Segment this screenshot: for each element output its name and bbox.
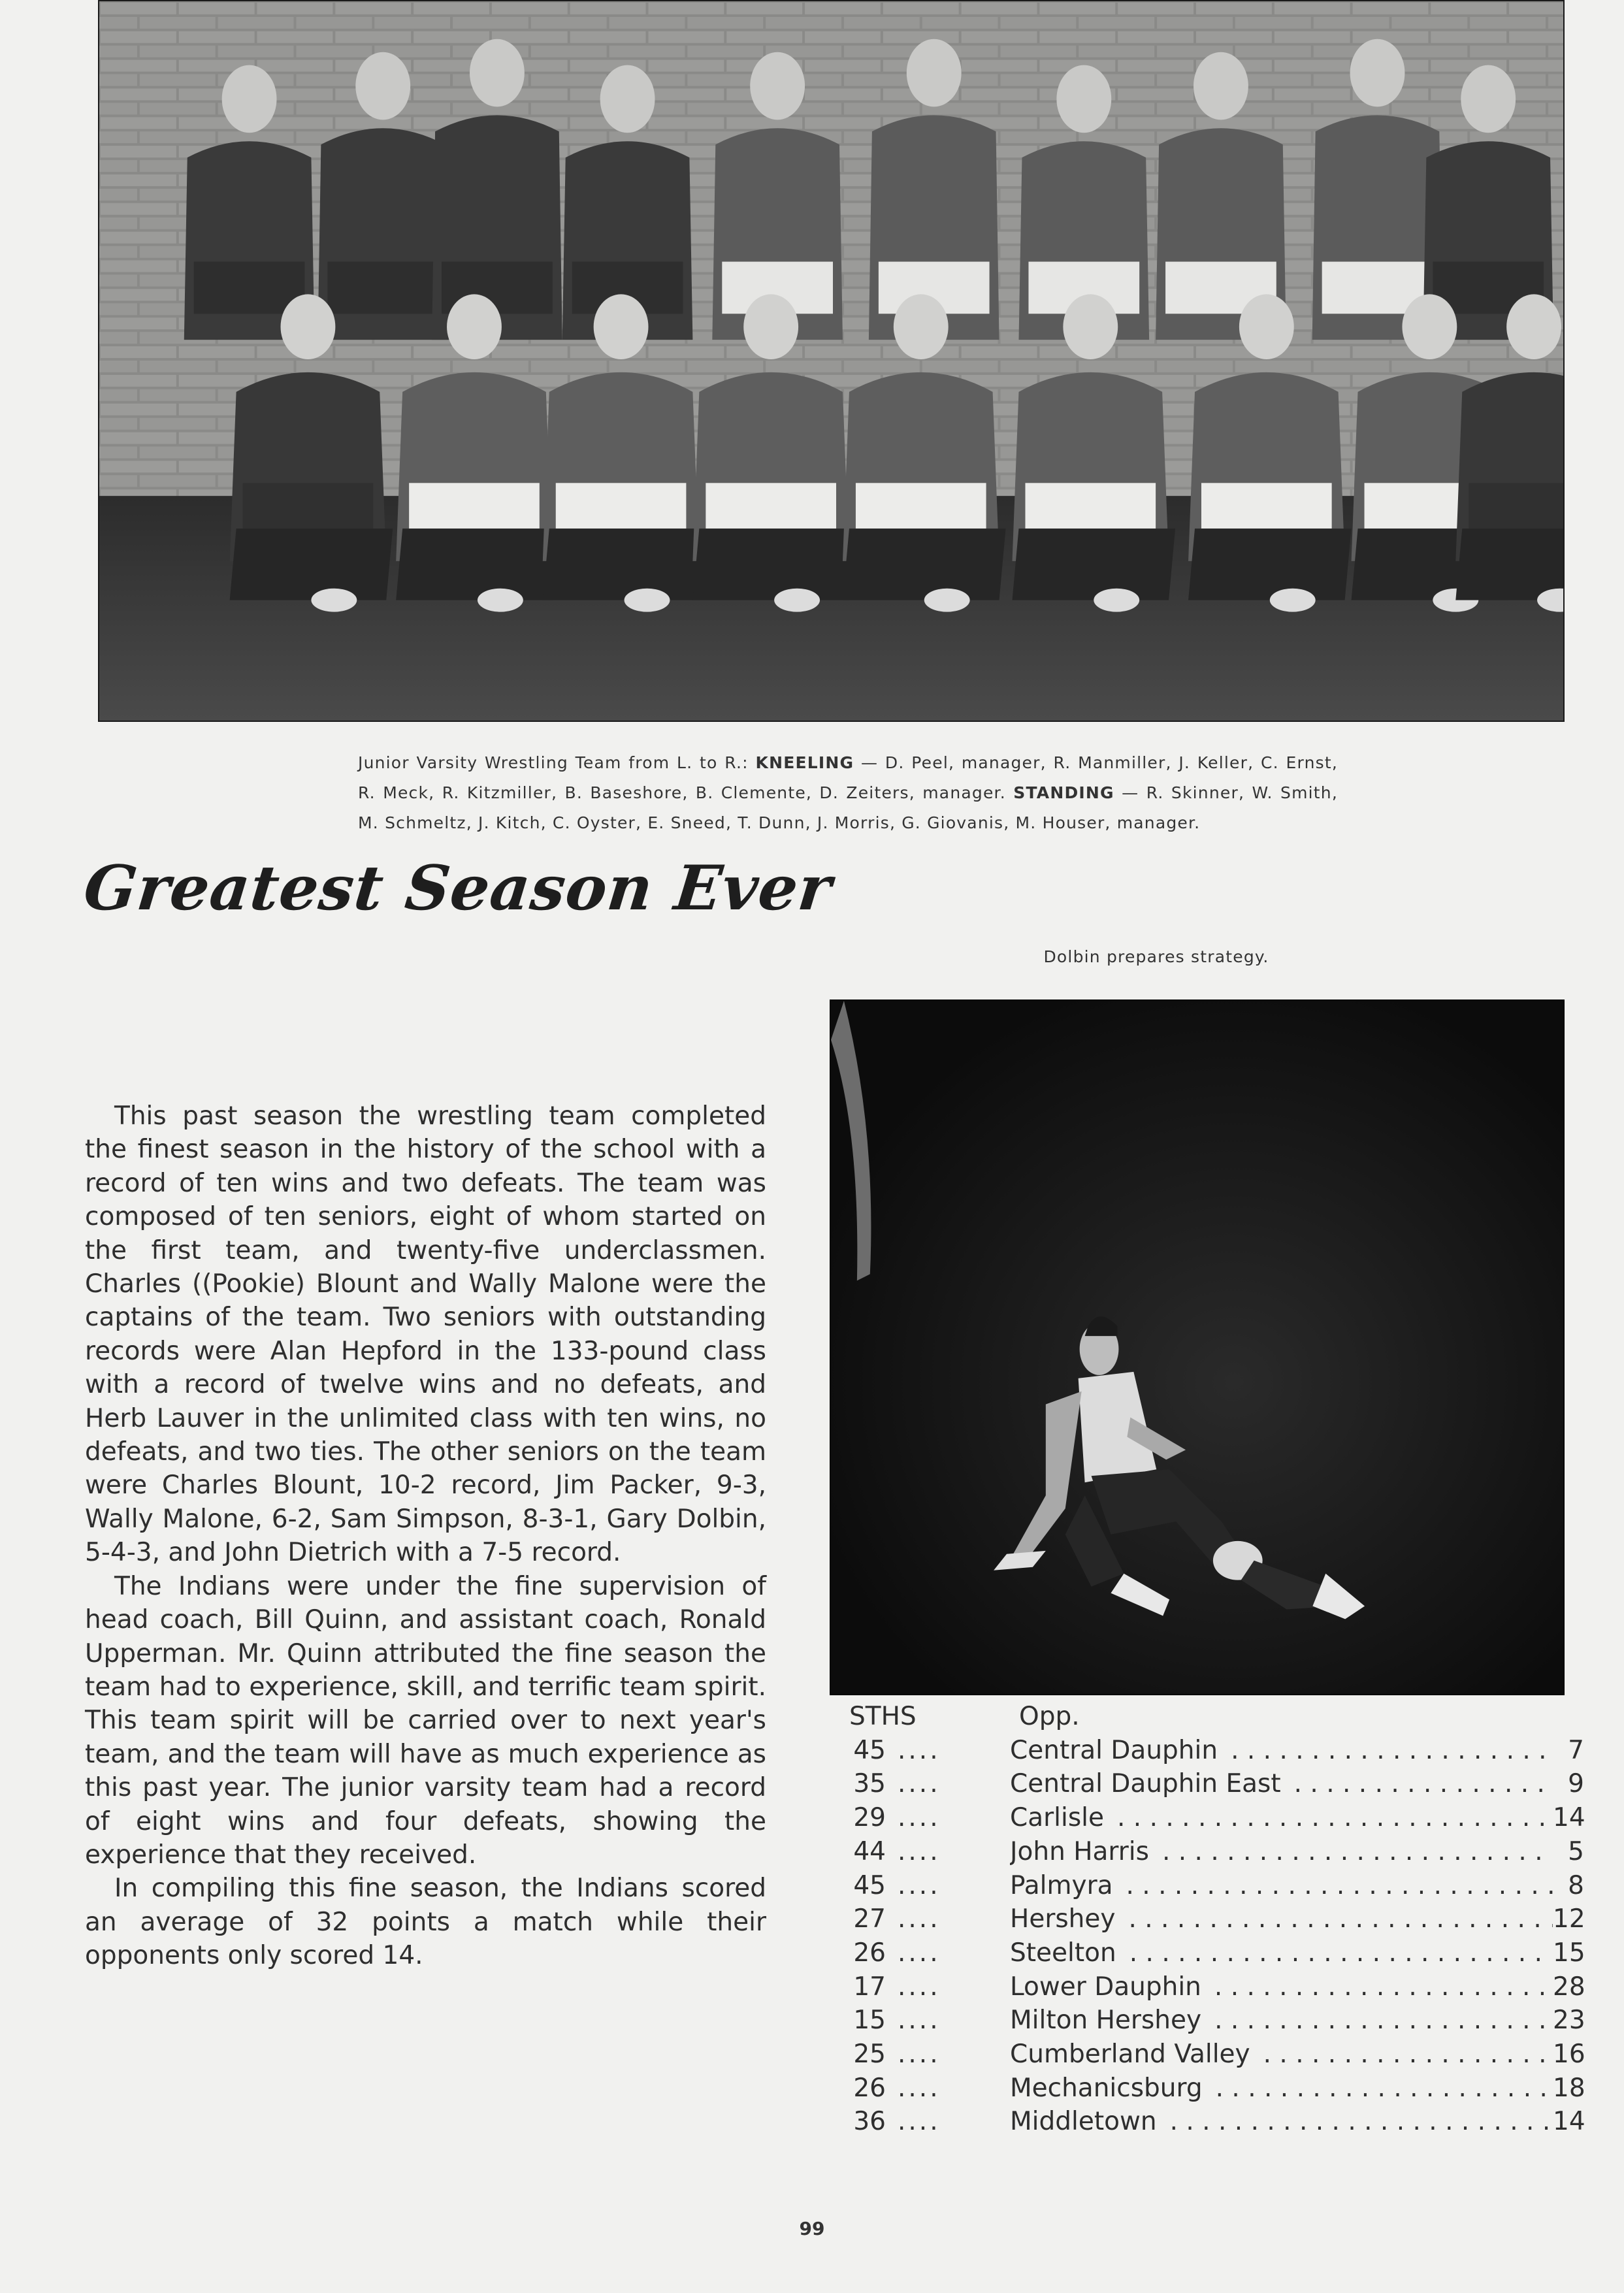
leader-dots: [1116, 1936, 1553, 1970]
leader-dots: [1203, 2072, 1553, 2106]
opponent-name: Middletown: [1010, 2107, 1157, 2137]
opponent-cell: [1010, 1734, 1553, 1768]
score-row: [849, 1734, 1584, 1768]
row-separator: ....: [898, 1972, 941, 2002]
leader-dots: [1113, 1869, 1553, 1903]
leader-dots: [1218, 1734, 1553, 1768]
page-number: 99: [799, 2218, 825, 2239]
header-sths: STHS: [849, 1702, 917, 1731]
row-separator: ....: [898, 1938, 941, 1968]
opponent-name: Hershey: [1010, 1904, 1116, 1934]
score-row: [849, 2004, 1584, 2038]
sths-score: 45: [853, 1870, 886, 1900]
opponent-name: Cumberland Valley: [1010, 2040, 1250, 2070]
sths-score: 25: [853, 2040, 886, 2070]
sths-score: 44: [853, 1836, 886, 1866]
sths-score: 15: [853, 2006, 886, 2036]
opponent-score: 7: [1568, 1735, 1584, 1765]
opponent-score: 15: [1553, 1938, 1585, 1968]
team-photo-image: [99, 1, 1563, 721]
opponent-cell: [1010, 1970, 1553, 2004]
row-separator: ....: [898, 2040, 941, 2070]
score-row: [849, 2072, 1584, 2106]
opponent-score: 9: [1568, 1769, 1584, 1799]
caption-kneeling-label: KNEELING: [755, 753, 854, 772]
score-row: [849, 1767, 1584, 1801]
opponent-name: John Harris: [1010, 1836, 1149, 1866]
opponent-cell: [1010, 1801, 1553, 1835]
score-row: [849, 1801, 1584, 1835]
opponent-cell: [1010, 1767, 1553, 1801]
opponent-cell: [1010, 1936, 1553, 1970]
opponent-score: 12: [1553, 1904, 1585, 1934]
opponent-score: 23: [1553, 2006, 1585, 2036]
opponent-cell: [1010, 2004, 1553, 2038]
caption-standing-names: — R. Skinner, W. Smith, M. Schmeltz, J. Kitch, C. Oyster, E. Sneed, T. Dunn, J. Morris, G. Giovanis, M. Houser, manager.: [358, 783, 1338, 832]
leader-dots: [1250, 2038, 1553, 2072]
score-row: [849, 2038, 1584, 2072]
row-separator: ....: [898, 1870, 941, 1900]
article-paragraph: The Indians were under the fine supervision of head coach, Bill Quinn, and assistant coach, Ronald Upperman. Mr. Quinn attributed the fine season the team had to experience, skill, and terrific team spirit. This team spirit will be carried over to next year's team, and the team will have as much experience as this past year. The junior varsity team had a record of eight wins and four defeats, showing the experience that they received.: [85, 1571, 766, 1870]
row-separator: ....: [898, 1904, 941, 1934]
article-paragraph: This past season the wrestling team completed the finest season in the history of the school with a record of ten wins and two defeats. The team was composed of ten seniors, eight of whom started on the first team, and twenty-five underclassmen. Charles ((Pookie) Blount and Wally Malone were the captains of the team. Two seniors with outstanding records were Alan Hepford in the 133-pound class with a record of twelve wins and no defeats, and Herb Lauver in the unlimited class with ten wins, no defeats, and two ties. The other seniors on the team were Charles Blount, 10-2 record, Jim Packer, 9-3, Wally Malone, 6-2, Sam Simpson, 8-3-1, Gary Dolbin, 5-4-3, and John Dietrich with a 7-5 record.: [85, 1101, 766, 1568]
opponent-cell: [1010, 2105, 1553, 2139]
sths-score: 27: [853, 1904, 886, 1934]
opponent-score: 28: [1553, 1972, 1585, 2002]
score-row: [849, 1869, 1584, 1903]
team-photo: [98, 0, 1565, 722]
leader-dots: [1149, 1835, 1553, 1869]
leader-dots: [1281, 1767, 1553, 1801]
row-separator: ....: [898, 2006, 941, 2036]
opponent-name: Palmyra: [1010, 1870, 1113, 1900]
row-separator: ....: [898, 1836, 941, 1866]
opponent-cell: [1010, 1835, 1553, 1869]
row-separator: ....: [898, 1735, 941, 1765]
score-row: [849, 2105, 1584, 2139]
article-body: [85, 1099, 766, 1973]
score-row: [849, 1835, 1584, 1869]
opponent-score: 14: [1553, 1803, 1585, 1833]
page-title: Greatest Season Ever: [80, 853, 836, 924]
leader-dots: [1201, 1970, 1553, 2004]
opponent-cell: [1010, 2072, 1553, 2106]
opponent-name: Milton Hershey: [1010, 2006, 1202, 2036]
team-photo-caption: [358, 748, 1338, 838]
row-separator: ....: [898, 2107, 941, 2137]
score-row: [849, 1970, 1584, 2004]
header-opp: Opp.: [1019, 1702, 1080, 1731]
score-table: [849, 1700, 1584, 2139]
opponent-name: Mechanicsburg: [1010, 2073, 1203, 2103]
score-table-header: [849, 1700, 1584, 1734]
opponent-score: 8: [1568, 1870, 1584, 1900]
leader-dots: [1201, 2004, 1553, 2038]
sths-score: 26: [853, 2073, 886, 2103]
leader-dots: [1104, 1801, 1553, 1835]
sths-score: 29: [853, 1803, 886, 1833]
score-row: [849, 1902, 1584, 1936]
opponent-name: Lower Dauphin: [1010, 1972, 1201, 2002]
opponent-cell: [1010, 1869, 1553, 1903]
opponent-name: Steelton: [1010, 1938, 1116, 1968]
caption-standing-label: STANDING: [1013, 783, 1114, 802]
caption-intro: Junior Varsity Wrestling Team from L. to R.:: [358, 753, 756, 772]
opponent-score: 16: [1553, 2040, 1585, 2070]
opponent-name: Carlisle: [1010, 1803, 1104, 1833]
action-photo-caption: Dolbin prepares strategy.: [1043, 947, 1269, 966]
opponent-score: 5: [1568, 1836, 1584, 1866]
action-photo-image: [831, 1001, 1563, 1694]
opponent-score: 14: [1553, 2107, 1585, 2137]
sths-score: 36: [853, 2107, 886, 2137]
sths-score: 26: [853, 1938, 886, 1968]
sths-score: 35: [853, 1769, 886, 1799]
row-separator: ....: [898, 2073, 941, 2103]
opponent-cell: [1010, 2038, 1553, 2072]
opponent-name: Central Dauphin: [1010, 1735, 1218, 1765]
score-row: [849, 1936, 1584, 1970]
leader-dots: [1115, 1902, 1553, 1936]
article-paragraph: In compiling this fine season, the Indians scored an average of 32 points a match while their opponents only scored 14.: [85, 1874, 766, 1971]
sths-score: 17: [853, 1972, 886, 2002]
opponent-name: Central Dauphin East: [1010, 1769, 1281, 1799]
leader-dots: [1157, 2105, 1553, 2139]
row-separator: ....: [898, 1803, 941, 1833]
caption-kneeling-names: — D. Peel, manager, R. Manmiller, J. Keller, C. Ernst, R. Meck, R. Kitzmiller, B. Baseshore, B. Clemente, D. Zeiters, manager.: [358, 753, 1339, 802]
opponent-score: 18: [1553, 2073, 1585, 2103]
row-separator: ....: [898, 1769, 941, 1799]
sths-score: 45: [853, 1735, 886, 1765]
action-photo: [830, 1000, 1565, 1695]
opponent-cell: [1010, 1902, 1553, 1936]
